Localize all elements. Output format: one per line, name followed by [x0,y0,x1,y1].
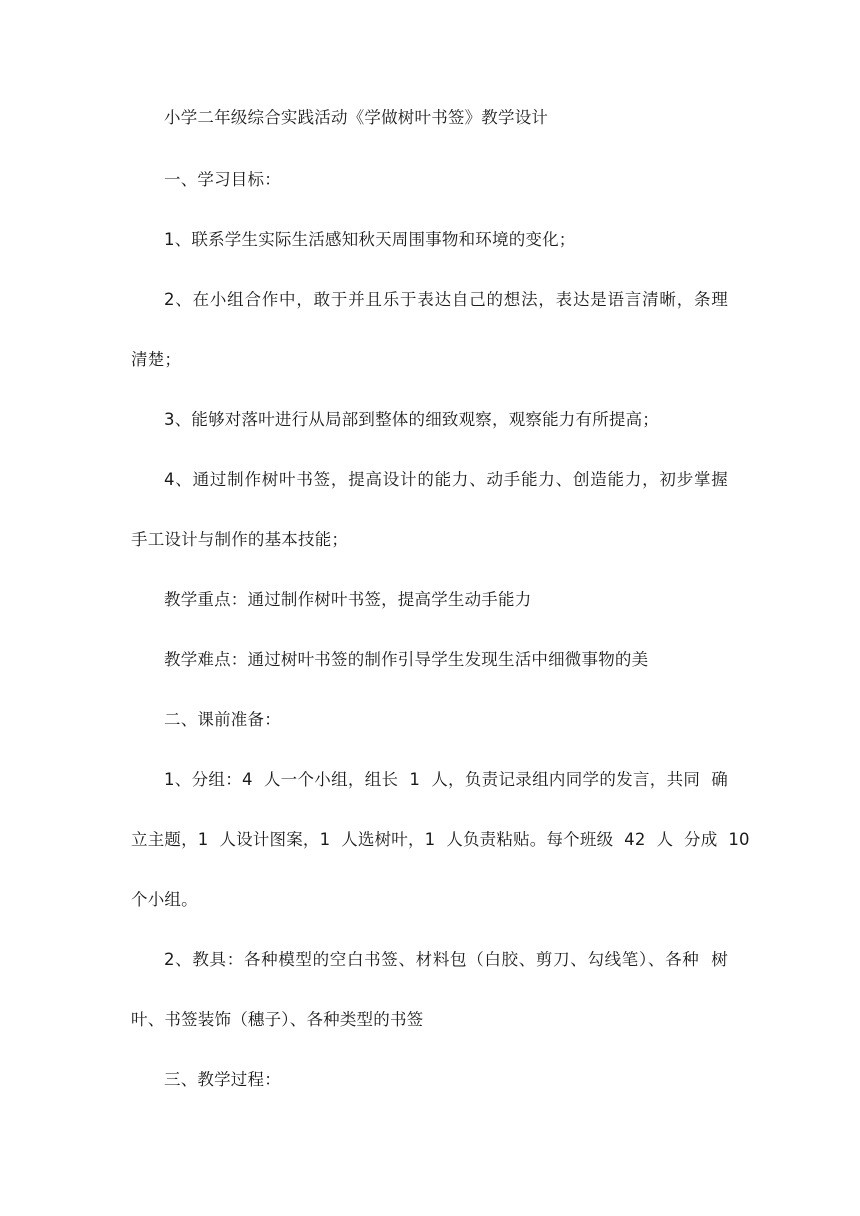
goal-item-1: 1、联系学生实际生活感知秋天周围事物和环境的变化； [164,230,576,249]
prep-item-1-line-1: 1、分组：4 人一个小组，组长 1 人，负责记录组内同学的发言，共同 确 [164,770,728,789]
goal-item-4-line-1: 4、通过制作树叶书签，提高设计的能力、动手能力、创造能力，初步掌握 [164,470,728,489]
teaching-difficult-point: 教学难点：通过树叶书签的制作引导学生发现生活中细微事物的美 [164,650,649,669]
section-heading-preparation: 二、课前准备： [164,710,281,729]
goal-item-2-line-2: 清楚； [131,350,182,369]
prep-item-2-line-2: 叶、书签装饰（穗子）、各种类型的书签 [131,1010,424,1029]
document-title: 小学二年级综合实践活动《学做树叶书签》教学设计 [164,108,549,127]
goal-item-2-line-1: 2、在小组合作中，敢于并且乐于表达自己的想法，表达是语言清晰，条理 [164,290,728,309]
prep-item-1-line-3: 个小组。 [131,890,198,909]
prep-item-2-line-1: 2、教具：各种模型的空白书签、材料包（白胶、剪刀、勾线笔）、各种 树 [164,950,728,969]
goal-item-4-line-2: 手工设计与制作的基本技能； [131,530,349,549]
goal-item-3: 3、能够对落叶进行从局部到整体的细致观察，观察能力有所提高； [164,410,659,429]
teaching-key-point: 教学重点：通过制作树叶书签，提高学生动手能力 [164,590,532,609]
section-heading-learning-goals: 一、学习目标： [164,170,281,189]
section-heading-teaching-process: 三、教学过程： [164,1070,281,1089]
prep-item-1-line-2: 立主题，1 人设计图案，1 人选树叶，1 人负责粘贴。每个班级 42 人 分成 10 [131,830,750,849]
